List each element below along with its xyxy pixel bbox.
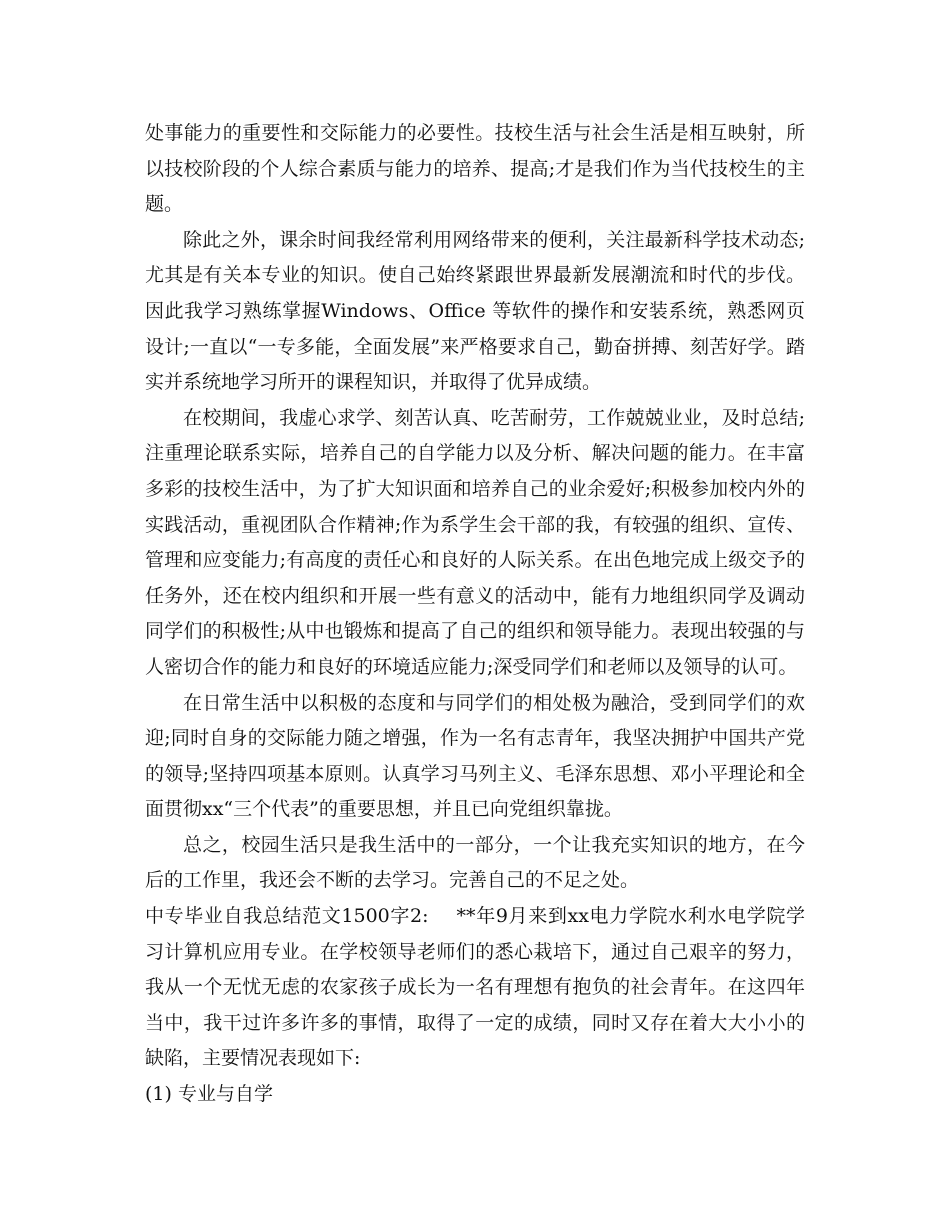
paragraph-1: 处事能力的重要性和交际能力的必要性。技校生活与社会生活是相互映射，所以技校阶段的个人综合素质与能力的培养、提高;才是我们作为当代技校生的主题。 [145,122,805,216]
section-paragraph [145,899,805,1077]
paragraph-2: 除此之外，课余时间我经常利用网络带来的便利，关注最新科学技术动态;尤其是有关本专业的知识。使自己始终紧跟世界最新发展潮流和时代的步伐。因此我学习熟练掌握Windows、Office 等软件的操作和安装系统，熟悉网页设计;一直以“一专多能，全面发展”来严格要求自己，勤奋拼搏、刻苦好学。踏实并系统地学习所开的课程知识，并取得了优异成绩。 [145,228,805,394]
paragraph-4: 在日常生活中以积极的态度和与同学们的相处极为融洽，受到同学们的欢迎;同时自身的交际能力随之增强，作为一名有志青年，我坚决拥护中国共产党的领导;坚持四项基本原则。认真学习马列主义、毛泽东思想、邓小平理论和全面贯彻xx“三个代表”的重要思想，并且已向党组织靠拢。 [145,691,805,821]
section-body: **年9月来到xx电力学院水利水电学院学习计算机应用专业。在学校领导老师们的悉心栽培下，通过自己艰辛的努力，我从一个无忧无虑的农家孩子成长为一名有理想有抱负的社会青年。在这四年当中，我干过许多许多的事情，取得了一定的成绩，同时又存在着大大小小的缺陷，主要情况表现如下: [145,905,805,1070]
section-title: 中专毕业自我总结范文1500字2: [145,905,429,928]
paragraph-5: 总之，校园生活只是我生活中的一部分，一个让我充实知识的地方，在今后的工作里，我还会不断的去学习。完善自己的不足之处。 [145,833,805,892]
paragraph-3: 在校期间，我虚心求学、刻苦认真、吃苦耐劳，工作兢兢业业，及时总结;注重理论联系实际，培养自己的自学能力以及分析、解决问题的能力。在丰富多彩的技校生活中，为了扩大知识面和培养自己的业余爱好;积极参加校内外的实践活动，重视团队合作精神;作为系学生会干部的我，有较强的组织、宣传、管理和应变能力;有高度的责任心和良好的人际关系。在出色地完成上级交予的任务外，还在校内组织和开展一些有意义的活动中，能有力地组织同学及调动同学们的积极性;从中也锻炼和提高了自己的组织和领导能力。表现出较强的与人密切合作的能力和良好的环境适应能力;深受同学们和老师以及领导的认可。 [145,406,805,678]
list-item-1: (1) 专业与自学 [145,1083,273,1106]
document-body [145,116,805,1113]
